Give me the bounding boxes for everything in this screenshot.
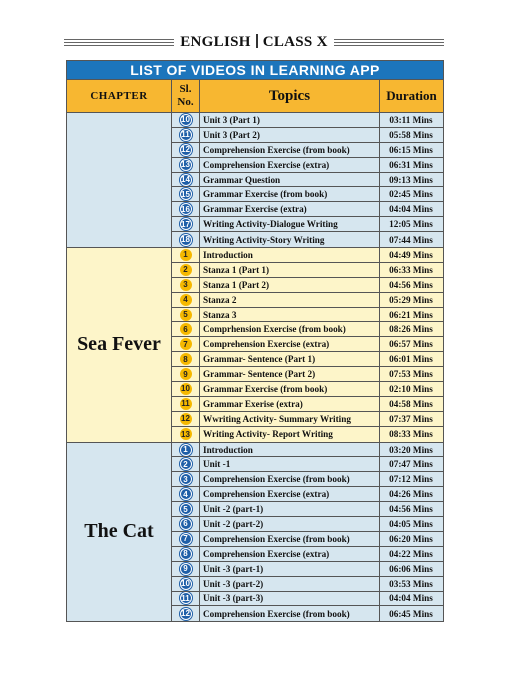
video-row — [172, 502, 443, 517]
serial-number-cell — [172, 293, 200, 307]
serial-number-cell — [172, 487, 200, 501]
video-row — [172, 547, 443, 562]
serial-number-cell — [172, 502, 200, 516]
serial-number-badge: 1 — [180, 444, 192, 456]
duration-cell: 06:20 Mins — [389, 533, 433, 544]
page-title — [174, 34, 334, 51]
serial-number-badge: 16 — [181, 204, 190, 214]
topic-cell: Comprehension Exercise (from book) — [200, 143, 380, 157]
serial-number-cell — [172, 443, 200, 457]
duration-cell: 04:04 Mins — [389, 593, 433, 604]
video-row — [172, 202, 443, 217]
topic-cell: Unit -3 (part-3) — [200, 592, 380, 606]
serial-number-cell — [172, 592, 200, 606]
video-row — [172, 128, 443, 143]
duration-cell: 06:33 Mins — [389, 264, 433, 275]
class-label: CLASS X — [262, 33, 328, 50]
column-header-chapter: CHAPTER — [67, 80, 172, 112]
serial-number-badge: 13 — [181, 429, 190, 439]
serial-number-badge: 10 — [181, 384, 190, 394]
serial-number-cell — [172, 263, 200, 277]
serial-number-badge: 1 — [180, 249, 192, 261]
chapter-section — [67, 247, 443, 442]
duration-cell: 06:06 Mins — [389, 563, 433, 574]
topic-cell: Writing Activity-Dialogue Writing — [200, 217, 380, 231]
video-row — [172, 397, 443, 412]
video-row — [172, 217, 443, 232]
serial-number-badge: 4 — [180, 294, 192, 306]
duration-cell: 08:33 Mins — [389, 429, 433, 440]
serial-number-badge: 18 — [181, 235, 190, 245]
serial-number-cell — [172, 532, 200, 546]
video-row — [172, 606, 443, 621]
serial-number-badge: 8 — [180, 548, 192, 560]
serial-number-cell — [172, 308, 200, 322]
serial-number-badge: 15 — [181, 189, 190, 199]
serial-number-cell — [172, 382, 200, 396]
serial-number-cell — [172, 367, 200, 381]
topic-cell: Unit -2 (part-2) — [200, 517, 380, 531]
duration-cell: 04:58 Mins — [389, 398, 433, 409]
duration-cell: 03:20 Mins — [389, 444, 433, 455]
topic-cell: Wwriting Activity- Summary Writing — [200, 412, 380, 426]
serial-number-cell — [172, 517, 200, 531]
video-rows — [172, 248, 443, 442]
topic-cell: Comprehension Exercise (from book) — [200, 472, 380, 486]
video-row — [172, 367, 443, 382]
serial-number-cell — [172, 472, 200, 486]
serial-number-cell — [172, 562, 200, 576]
table-header-row — [67, 79, 443, 112]
video-row — [172, 113, 443, 128]
serial-number-cell — [172, 322, 200, 336]
topic-cell: Unit -1 — [200, 457, 380, 471]
topic-cell: Unit -3 (part-1) — [200, 562, 380, 576]
topic-cell: Stanza 1 (Part 1) — [200, 263, 380, 277]
serial-number-badge: 13 — [181, 160, 190, 170]
video-row — [172, 143, 443, 158]
serial-number-badge: 3 — [180, 473, 192, 485]
video-row — [172, 472, 443, 487]
duration-cell: 04:22 Mins — [389, 548, 433, 559]
topic-cell: Stanza 2 — [200, 293, 380, 307]
topic-cell: Introduction — [200, 248, 380, 262]
chapter-section — [67, 442, 443, 622]
serial-number-cell — [172, 128, 200, 142]
video-row — [172, 517, 443, 532]
header-rule-left — [64, 39, 174, 46]
topic-cell: Unit 3 (Part 1) — [200, 113, 380, 127]
duration-cell: 12:05 Mins — [389, 219, 433, 230]
video-row — [172, 443, 443, 458]
video-list-table — [66, 60, 444, 622]
video-row — [172, 232, 443, 247]
video-row — [172, 457, 443, 472]
video-row — [172, 382, 443, 397]
serial-number-cell — [172, 577, 200, 591]
chapter-name-cell — [67, 113, 172, 247]
serial-number-cell — [172, 143, 200, 157]
serial-number-cell — [172, 352, 200, 366]
duration-cell: 03:11 Mins — [389, 114, 433, 125]
topic-cell: Unit -2 (part-1) — [200, 502, 380, 516]
video-row — [172, 263, 443, 278]
duration-cell: 06:01 Mins — [389, 354, 433, 365]
serial-number-badge: 17 — [181, 219, 190, 229]
duration-cell: 08:26 Mins — [389, 324, 433, 335]
duration-cell: 07:53 Mins — [389, 369, 433, 380]
duration-cell: 06:21 Mins — [389, 309, 433, 320]
serial-number-cell — [172, 113, 200, 127]
header-rule-right — [334, 39, 444, 46]
serial-number-cell — [172, 278, 200, 292]
serial-number-cell — [172, 187, 200, 201]
video-row — [172, 592, 443, 607]
serial-number-cell — [172, 202, 200, 216]
video-row — [172, 412, 443, 427]
topic-cell: Writing Activity- Report Writing — [200, 427, 380, 442]
topic-cell: Comprehension Exercise (extra) — [200, 158, 380, 172]
topic-cell: Grammar- Sentence (Part 2) — [200, 367, 380, 381]
topic-cell: Introduction — [200, 443, 380, 457]
video-row — [172, 308, 443, 323]
chapter-name-cell: The Cat — [67, 443, 172, 622]
topic-cell: Comprehension Exercise (extra) — [200, 487, 380, 501]
serial-number-cell — [172, 248, 200, 262]
topic-cell: Comprehension Exercise (from book) — [200, 532, 380, 546]
serial-number-cell — [172, 606, 200, 621]
serial-number-badge: 9 — [180, 368, 192, 380]
serial-number-badge: 10 — [181, 115, 190, 125]
duration-cell: 04:26 Mins — [389, 489, 433, 500]
topic-cell: Unit -3 (part-2) — [200, 577, 380, 591]
topic-cell: Comprhension Exercise (from book) — [200, 322, 380, 336]
serial-number-badge: 14 — [181, 175, 190, 184]
serial-number-cell — [172, 337, 200, 351]
duration-cell: 03:53 Mins — [389, 578, 433, 589]
video-row — [172, 248, 443, 263]
serial-number-badge: 11 — [181, 399, 190, 409]
subject-label: ENGLISH — [180, 33, 251, 50]
duration-cell: 02:10 Mins — [389, 383, 433, 394]
topic-cell: Grammar Exerise (extra) — [200, 397, 380, 411]
serial-number-badge: 7 — [180, 338, 192, 350]
duration-cell: 06:31 Mins — [389, 159, 433, 170]
serial-number-cell — [172, 173, 200, 187]
video-row — [172, 158, 443, 173]
duration-cell: 04:49 Mins — [389, 249, 433, 260]
topic-cell: Grammar Exercise (from book) — [200, 187, 380, 201]
video-row — [172, 532, 443, 547]
video-rows — [172, 113, 443, 247]
duration-cell: 04:56 Mins — [389, 279, 433, 290]
serial-number-badge: 5 — [180, 309, 192, 321]
sl-header-line1: Sl. — [179, 83, 192, 95]
topic-cell: Grammar Question — [200, 173, 380, 187]
duration-cell: 09:13 Mins — [389, 174, 433, 185]
table-body — [67, 112, 443, 621]
column-header-sl-no — [172, 80, 200, 112]
topic-cell: Comprehension Exercise (from book) — [200, 606, 380, 621]
topic-cell: Grammar Exercise (extra) — [200, 202, 380, 216]
duration-cell: 05:29 Mins — [389, 294, 433, 305]
duration-cell: 04:56 Mins — [389, 504, 433, 515]
chapter-section — [67, 112, 443, 247]
serial-number-badge: 6 — [180, 518, 192, 530]
serial-number-badge: 4 — [180, 488, 192, 500]
serial-number-cell — [172, 457, 200, 471]
duration-cell: 06:45 Mins — [389, 608, 433, 619]
serial-number-cell — [172, 158, 200, 172]
video-row — [172, 427, 443, 442]
duration-cell: 02:45 Mins — [389, 189, 433, 200]
serial-number-cell — [172, 427, 200, 442]
duration-cell: 04:05 Mins — [389, 518, 433, 529]
serial-number-cell — [172, 217, 200, 231]
serial-number-badge: 12 — [181, 145, 190, 155]
serial-number-cell — [172, 547, 200, 561]
topic-cell: Writing Activity-Story Writing — [200, 232, 380, 247]
title-separator — [256, 34, 258, 48]
serial-number-badge: 11 — [181, 593, 190, 603]
duration-cell: 07:37 Mins — [389, 413, 433, 424]
serial-number-badge: 2 — [180, 264, 192, 276]
column-header-duration: Duration — [386, 88, 437, 103]
serial-number-badge: 2 — [180, 458, 192, 470]
topic-cell: Grammar- Sentence (Part 1) — [200, 352, 380, 366]
duration-cell: 04:04 Mins — [389, 204, 433, 215]
serial-number-badge: 5 — [180, 503, 192, 515]
serial-number-badge: 11 — [181, 130, 190, 140]
video-row — [172, 173, 443, 188]
duration-cell: 07:12 Mins — [389, 474, 433, 485]
topic-cell: Stanza 3 — [200, 308, 380, 322]
page-header — [64, 32, 444, 52]
topic-cell: Comprehension Exercise (extra) — [200, 337, 380, 351]
video-row — [172, 487, 443, 502]
duration-cell: 06:57 Mins — [389, 339, 433, 350]
serial-number-cell — [172, 232, 200, 247]
duration-cell: 07:47 Mins — [389, 459, 433, 470]
sl-header-line2: No. — [177, 96, 194, 108]
video-rows — [172, 443, 443, 622]
serial-number-badge: 12 — [181, 609, 190, 619]
topic-cell: Stanza 1 (Part 2) — [200, 278, 380, 292]
serial-number-cell — [172, 412, 200, 426]
serial-number-badge: 9 — [180, 563, 192, 575]
serial-number-badge: 7 — [180, 533, 192, 545]
topic-cell: Comprehension Exercise (extra) — [200, 547, 380, 561]
serial-number-badge: 12 — [181, 414, 190, 424]
video-row — [172, 293, 443, 308]
serial-number-badge: 6 — [180, 323, 192, 335]
video-row — [172, 577, 443, 592]
serial-number-badge: 8 — [180, 353, 192, 365]
serial-number-cell — [172, 397, 200, 411]
chapter-name-cell: Sea Fever — [67, 248, 172, 442]
topic-cell: Grammar Exercise (from book) — [200, 382, 380, 396]
duration-cell: 06:15 Mins — [389, 144, 433, 155]
video-row — [172, 278, 443, 293]
video-row — [172, 562, 443, 577]
video-row — [172, 337, 443, 352]
duration-cell: 05:58 Mins — [389, 129, 433, 140]
video-row — [172, 322, 443, 337]
table-title: LIST OF VIDEOS IN LEARNING APP — [67, 61, 443, 79]
duration-cell: 07:44 Mins — [389, 234, 433, 245]
serial-number-badge: 3 — [180, 279, 192, 291]
column-header-topics: Topics — [200, 80, 380, 112]
serial-number-badge: 10 — [181, 579, 190, 589]
video-row — [172, 187, 443, 202]
video-row — [172, 352, 443, 367]
topic-cell: Unit 3 (Part 2) — [200, 128, 380, 142]
